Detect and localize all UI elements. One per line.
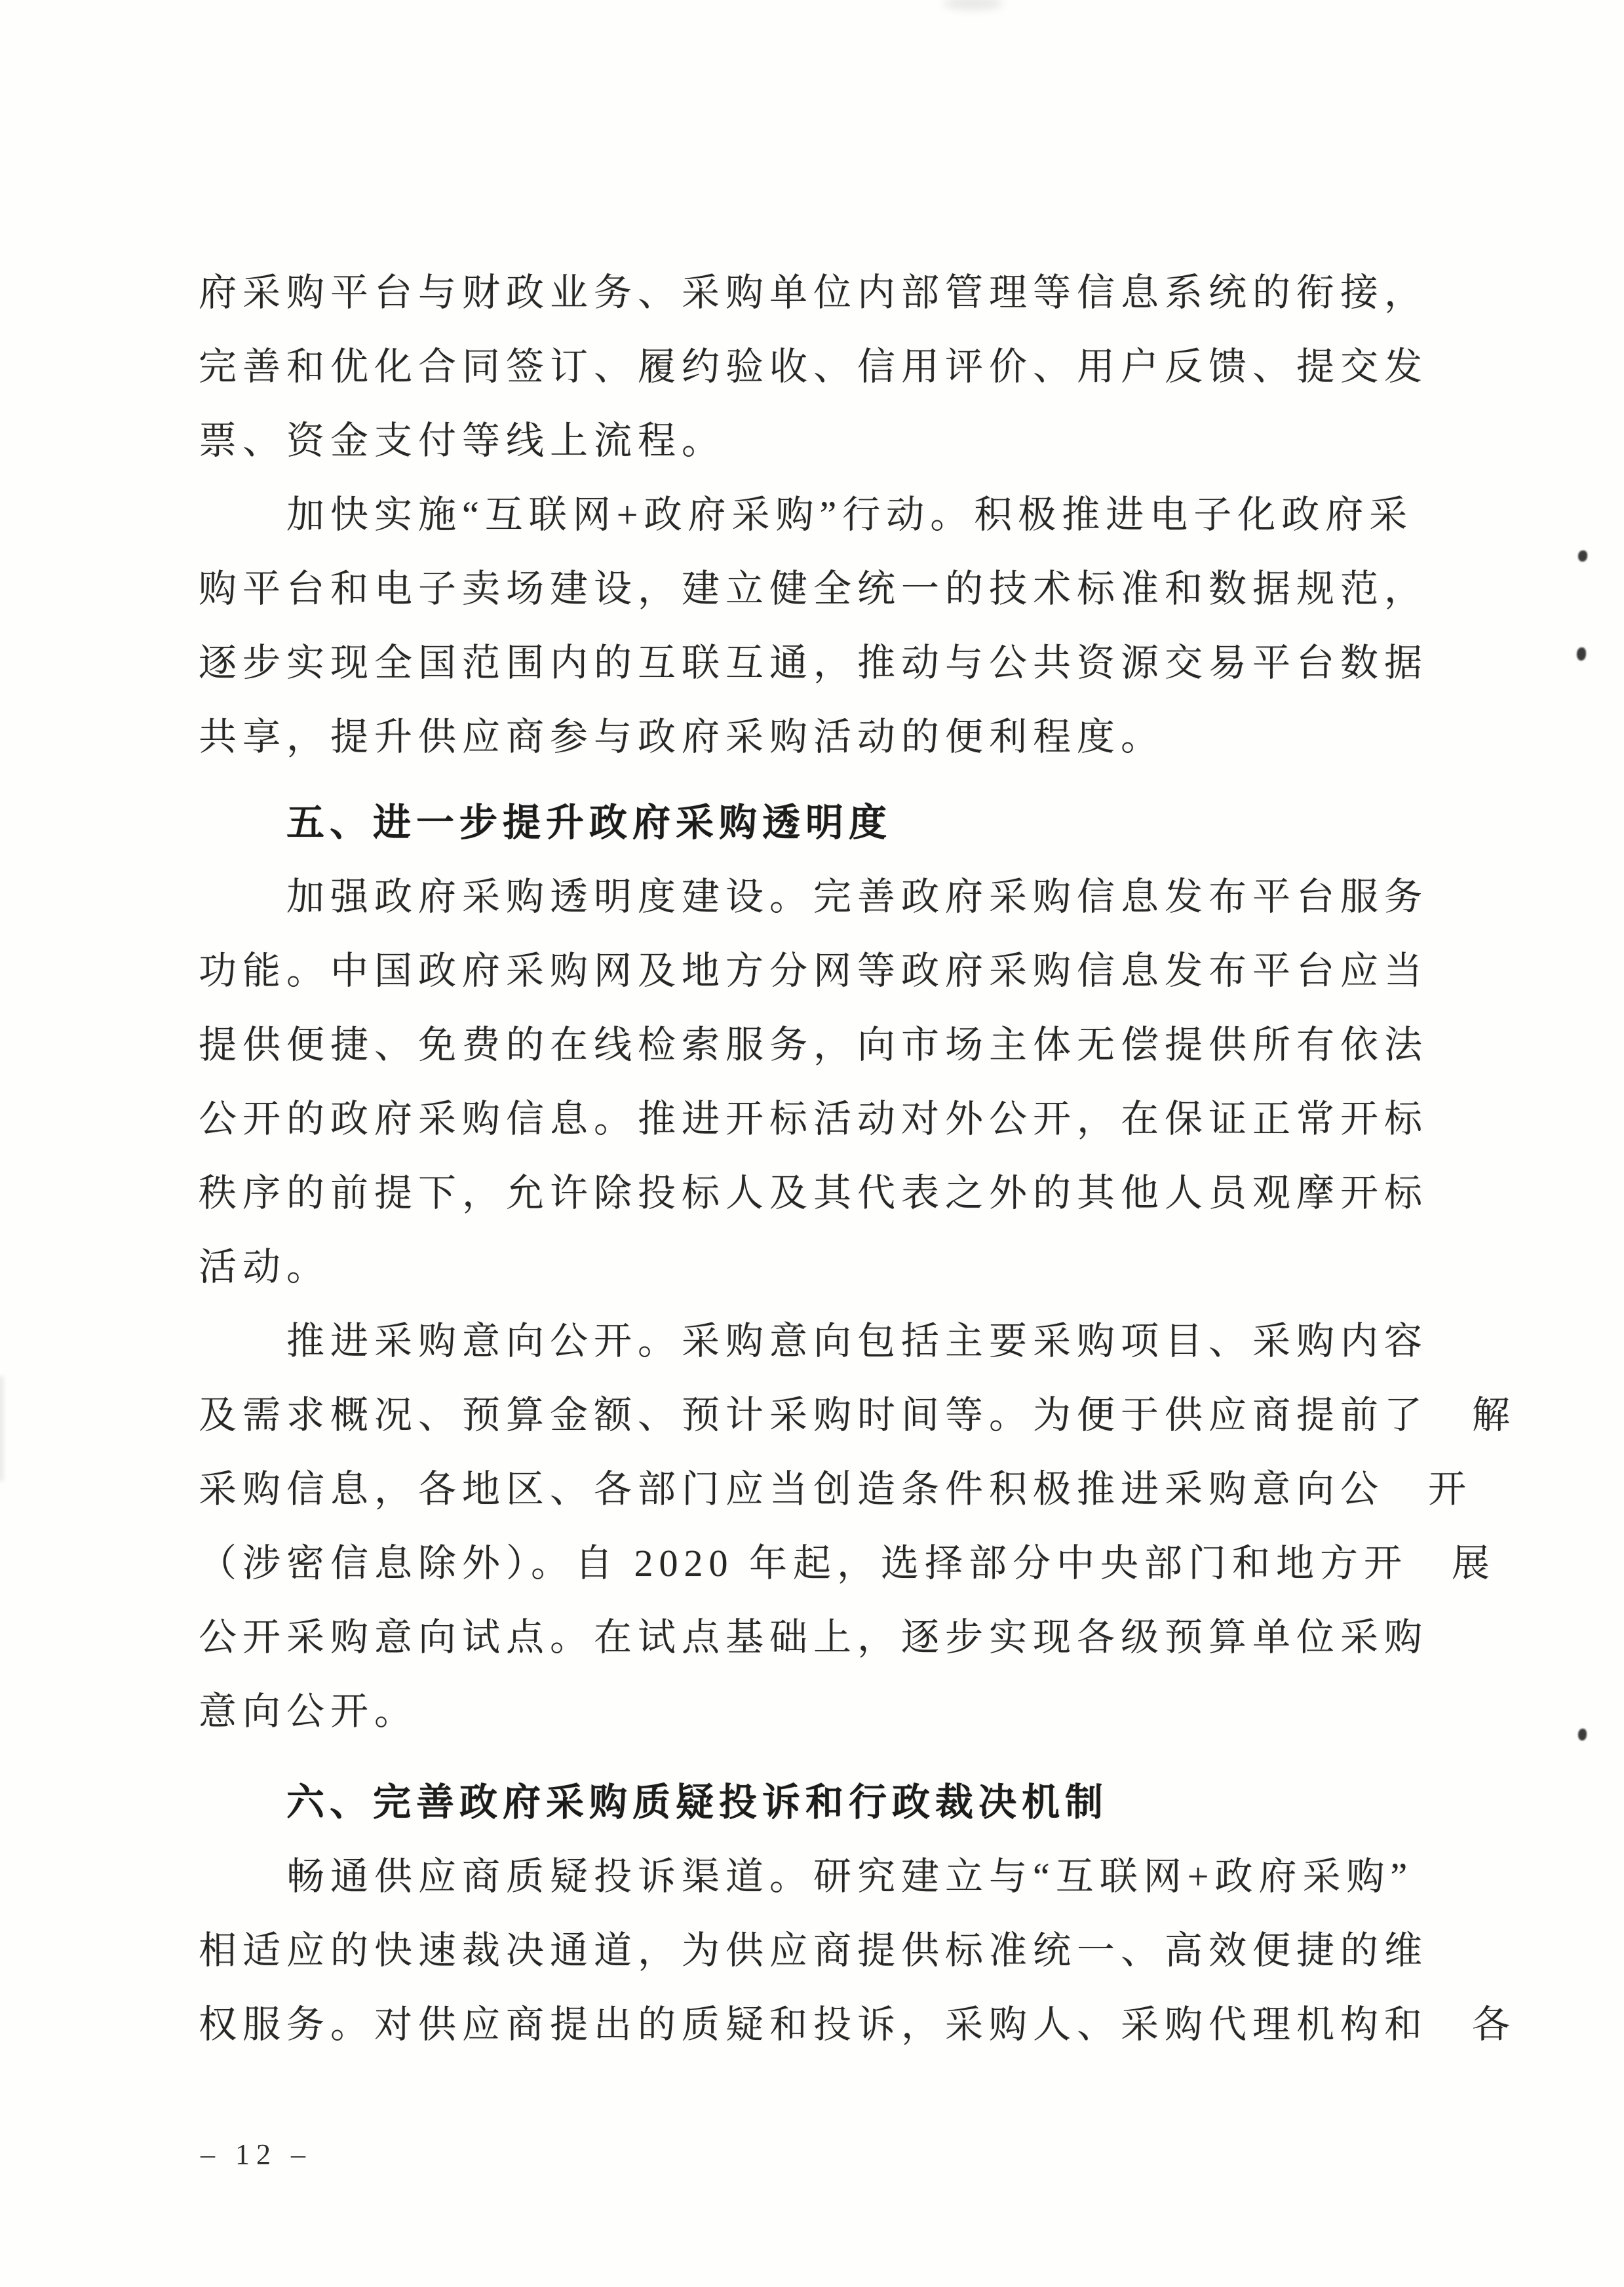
body-line: 采购信息，各地区、各部门应当创造条件积极推进采购意向公 开 <box>199 1468 1473 1510</box>
scan-smudge <box>0 1376 4 1481</box>
page-number: – 12 – <box>201 2138 312 2170</box>
section-heading-6: 六、完善政府采购质疑投诉和行政裁决机制 <box>286 1781 1109 1824</box>
body-line: 提供便捷、免费的在线检索服务，向市场主体无偿提供所有依法 <box>199 1024 1429 1066</box>
document-text-block <box>199 256 1517 2062</box>
body-line: 及需求概况、预算金额、预计采购时间等。为便于供应商提前了 解 <box>199 1394 1517 1436</box>
body-line: 推进采购意向公开。采购意向包括主要采购项目、采购内容 <box>286 1320 1429 1362</box>
body-line: 加强政府采购透明度建设。完善政府采购信息发布平台服务 <box>286 875 1429 918</box>
body-line: 逐步实现全国范围内的互联互通，推动与公共资源交易平台数据 <box>199 642 1429 684</box>
body-line: 权服务。对供应商提出的质疑和投诉，采购人、采购代理机构和 各 <box>199 2003 1517 2046</box>
body-line: 购平台和电子卖场建设，建立健全统一的技术标准和数据规范， <box>199 567 1429 610</box>
body-line: 秩序的前提下，允许除投标人及其代表之外的其他人员观摩开标 <box>199 1172 1429 1214</box>
scan-smudge <box>944 0 1003 10</box>
section-heading-5: 五、进一步提升政府采购透明度 <box>286 801 893 844</box>
scan-speck <box>1578 550 1587 562</box>
scan-speck <box>1578 1729 1587 1740</box>
body-line: 活动。 <box>199 1246 331 1288</box>
body-line: 相适应的快速裁决通道，为供应商提供标准统一、高效便捷的维 <box>199 1929 1429 1972</box>
scan-speck <box>1577 647 1586 661</box>
body-line: （涉密信息除外）。自 2020 年起，选择部分中央部门和地方开 展 <box>199 1542 1496 1585</box>
body-line: 加快实施“互联网+政府采购”行动。积极推进电子化政府采 <box>286 493 1414 536</box>
body-line: 票、资金支付等线上流程。 <box>199 419 726 462</box>
body-line: 畅通供应商质疑投诉渠道。研究建立与“互联网+政府采购” <box>286 1855 1414 1898</box>
body-line: 功能。中国政府采购网及地方分网等政府采购信息发布平台应当 <box>199 950 1429 992</box>
body-line: 府采购平台与财政业务、采购单位内部管理等信息系统的衔接， <box>199 271 1429 314</box>
body-line: 公开采购意向试点。在试点基础上，逐步实现各级预算单位采购 <box>199 1616 1429 1659</box>
body-line: 意向公开。 <box>199 1690 419 1733</box>
body-line: 完善和优化合同签订、履约验收、信用评价、用户反馈、提交发 <box>199 345 1429 388</box>
body-line: 共享，提升供应商参与政府采购活动的便利程度。 <box>199 716 1165 758</box>
body-line: 公开的政府采购信息。推进开标活动对外公开，在保证正常开标 <box>199 1098 1429 1140</box>
